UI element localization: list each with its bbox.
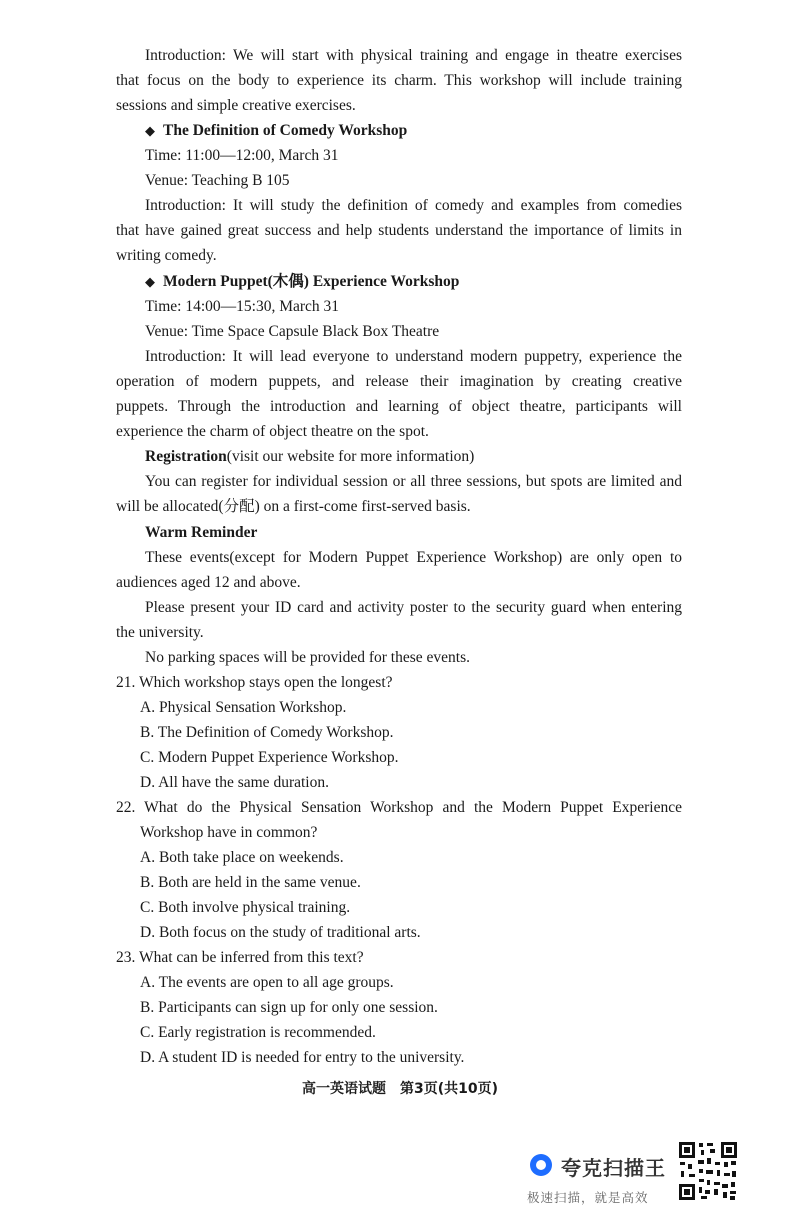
question-22-line-2: Workshop have in common? [140,824,318,841]
q23-option-a: A. The events are open to all age groups. [140,974,394,991]
question-22-line-1: 22. What do the Physical Sensation Workshop and the Modern Puppet Experience [116,799,682,816]
question-21: 21. Which workshop stays open the longest? [116,674,393,691]
q21-option-d: D. All have the same duration. [140,774,329,791]
q22-option-c: C. Both involve physical training. [140,899,351,916]
warm-reminder-line-1: These events(except for Modern Puppet Experience Workshop) are only open to [145,549,682,566]
q23-option-b: B. Participants can sign up for only one session. [140,999,438,1016]
workshop-3-time: Time: 14:00—15:30, March 31 [145,298,340,315]
intro1-line-3: sessions and simple creative exercises. [116,97,356,114]
registration-line-1: You can register for individual session or all three sessions, but spots are limited and [145,473,682,490]
scanner-logo-icon [530,1154,552,1176]
diamond-bullet-icon: ◆ [145,274,155,289]
warm-reminder-line-4: the university. [116,624,204,641]
registration-line-2: will be allocated(分配) on a first-come first-served basis. [116,498,471,515]
workshop-2-time: Time: 11:00—12:00, March 31 [145,147,339,164]
warm-reminder-line-5: No parking spaces will be provided for these events. [145,649,470,666]
workshop-3-intro-line-1: Introduction: It will lead everyone to understand modern puppetry, experience the [145,348,682,365]
workshop-2-intro-line-3: writing comedy. [116,247,217,264]
workshop-3-title: Modern Puppet(木偶) Experience Workshop [163,273,460,290]
q22-option-a: A. Both take place on weekends. [140,849,344,866]
workshop-2-venue: Venue: Teaching B 105 [145,172,290,189]
scanner-app-name: 夸克扫描王 [561,1156,666,1180]
workshop-2-heading [145,121,800,141]
warm-reminder-line-3: Please present your ID card and activity poster to the security guard when entering [145,599,682,616]
q21-option-c: C. Modern Puppet Experience Workshop. [140,749,399,766]
workshop-2-title: The Definition of Comedy Workshop [163,122,408,139]
diamond-bullet-icon: ◆ [145,123,155,138]
question-23: 23. What can be inferred from this text? [116,949,364,966]
workshop-3-intro-line-4: experience the charm of object theatre on the spot. [116,423,429,440]
registration-note: (visit our website for more information) [226,448,475,465]
qr-code-icon [677,1140,739,1202]
q22-option-b: B. Both are held in the same venue. [140,874,361,891]
q23-option-d: D. A student ID is needed for entry to the university. [140,1049,465,1066]
q21-option-a: A. Physical Sensation Workshop. [140,699,347,716]
page-footer: 高一英语试题 第3页(共10页) [301,1081,499,1097]
workshop-2-intro-line-1: Introduction: It will study the definition of comedy and examples from comedies [145,197,682,214]
workshop-3-intro-line-3: puppets. Through the introduction and learning of object theatre, participants will [116,398,682,415]
workshop-3-intro-line-2: operation of modern puppets, and release their imagination by creating creative [116,373,682,390]
workshop-2-intro-line-2: that have gained great success and help students understand the importance of limits in [116,222,682,239]
scanner-slogan: 极速扫描，就是高效 [527,1190,649,1205]
warm-reminder-line-2: audiences aged 12 and above. [116,574,301,591]
workshop-3-venue: Venue: Time Space Capsule Black Box Theatre [145,323,440,340]
q23-option-c: C. Early registration is recommended. [140,1024,376,1041]
registration-title: Registration [145,448,227,465]
intro1-line-2: that focus on the body to experience its charm. This workshop will include training [116,72,682,89]
workshop-3-heading [145,272,800,292]
registration-heading [145,447,800,467]
q22-option-d: D. Both focus on the study of traditional arts. [140,924,421,941]
intro1-line-1: Introduction: We will start with physical training and engage in theatre exercises [145,47,682,64]
q21-option-b: B. The Definition of Comedy Workshop. [140,724,394,741]
warm-reminder-heading: Warm Reminder [145,524,258,541]
scanner-watermark [527,1148,677,1208]
